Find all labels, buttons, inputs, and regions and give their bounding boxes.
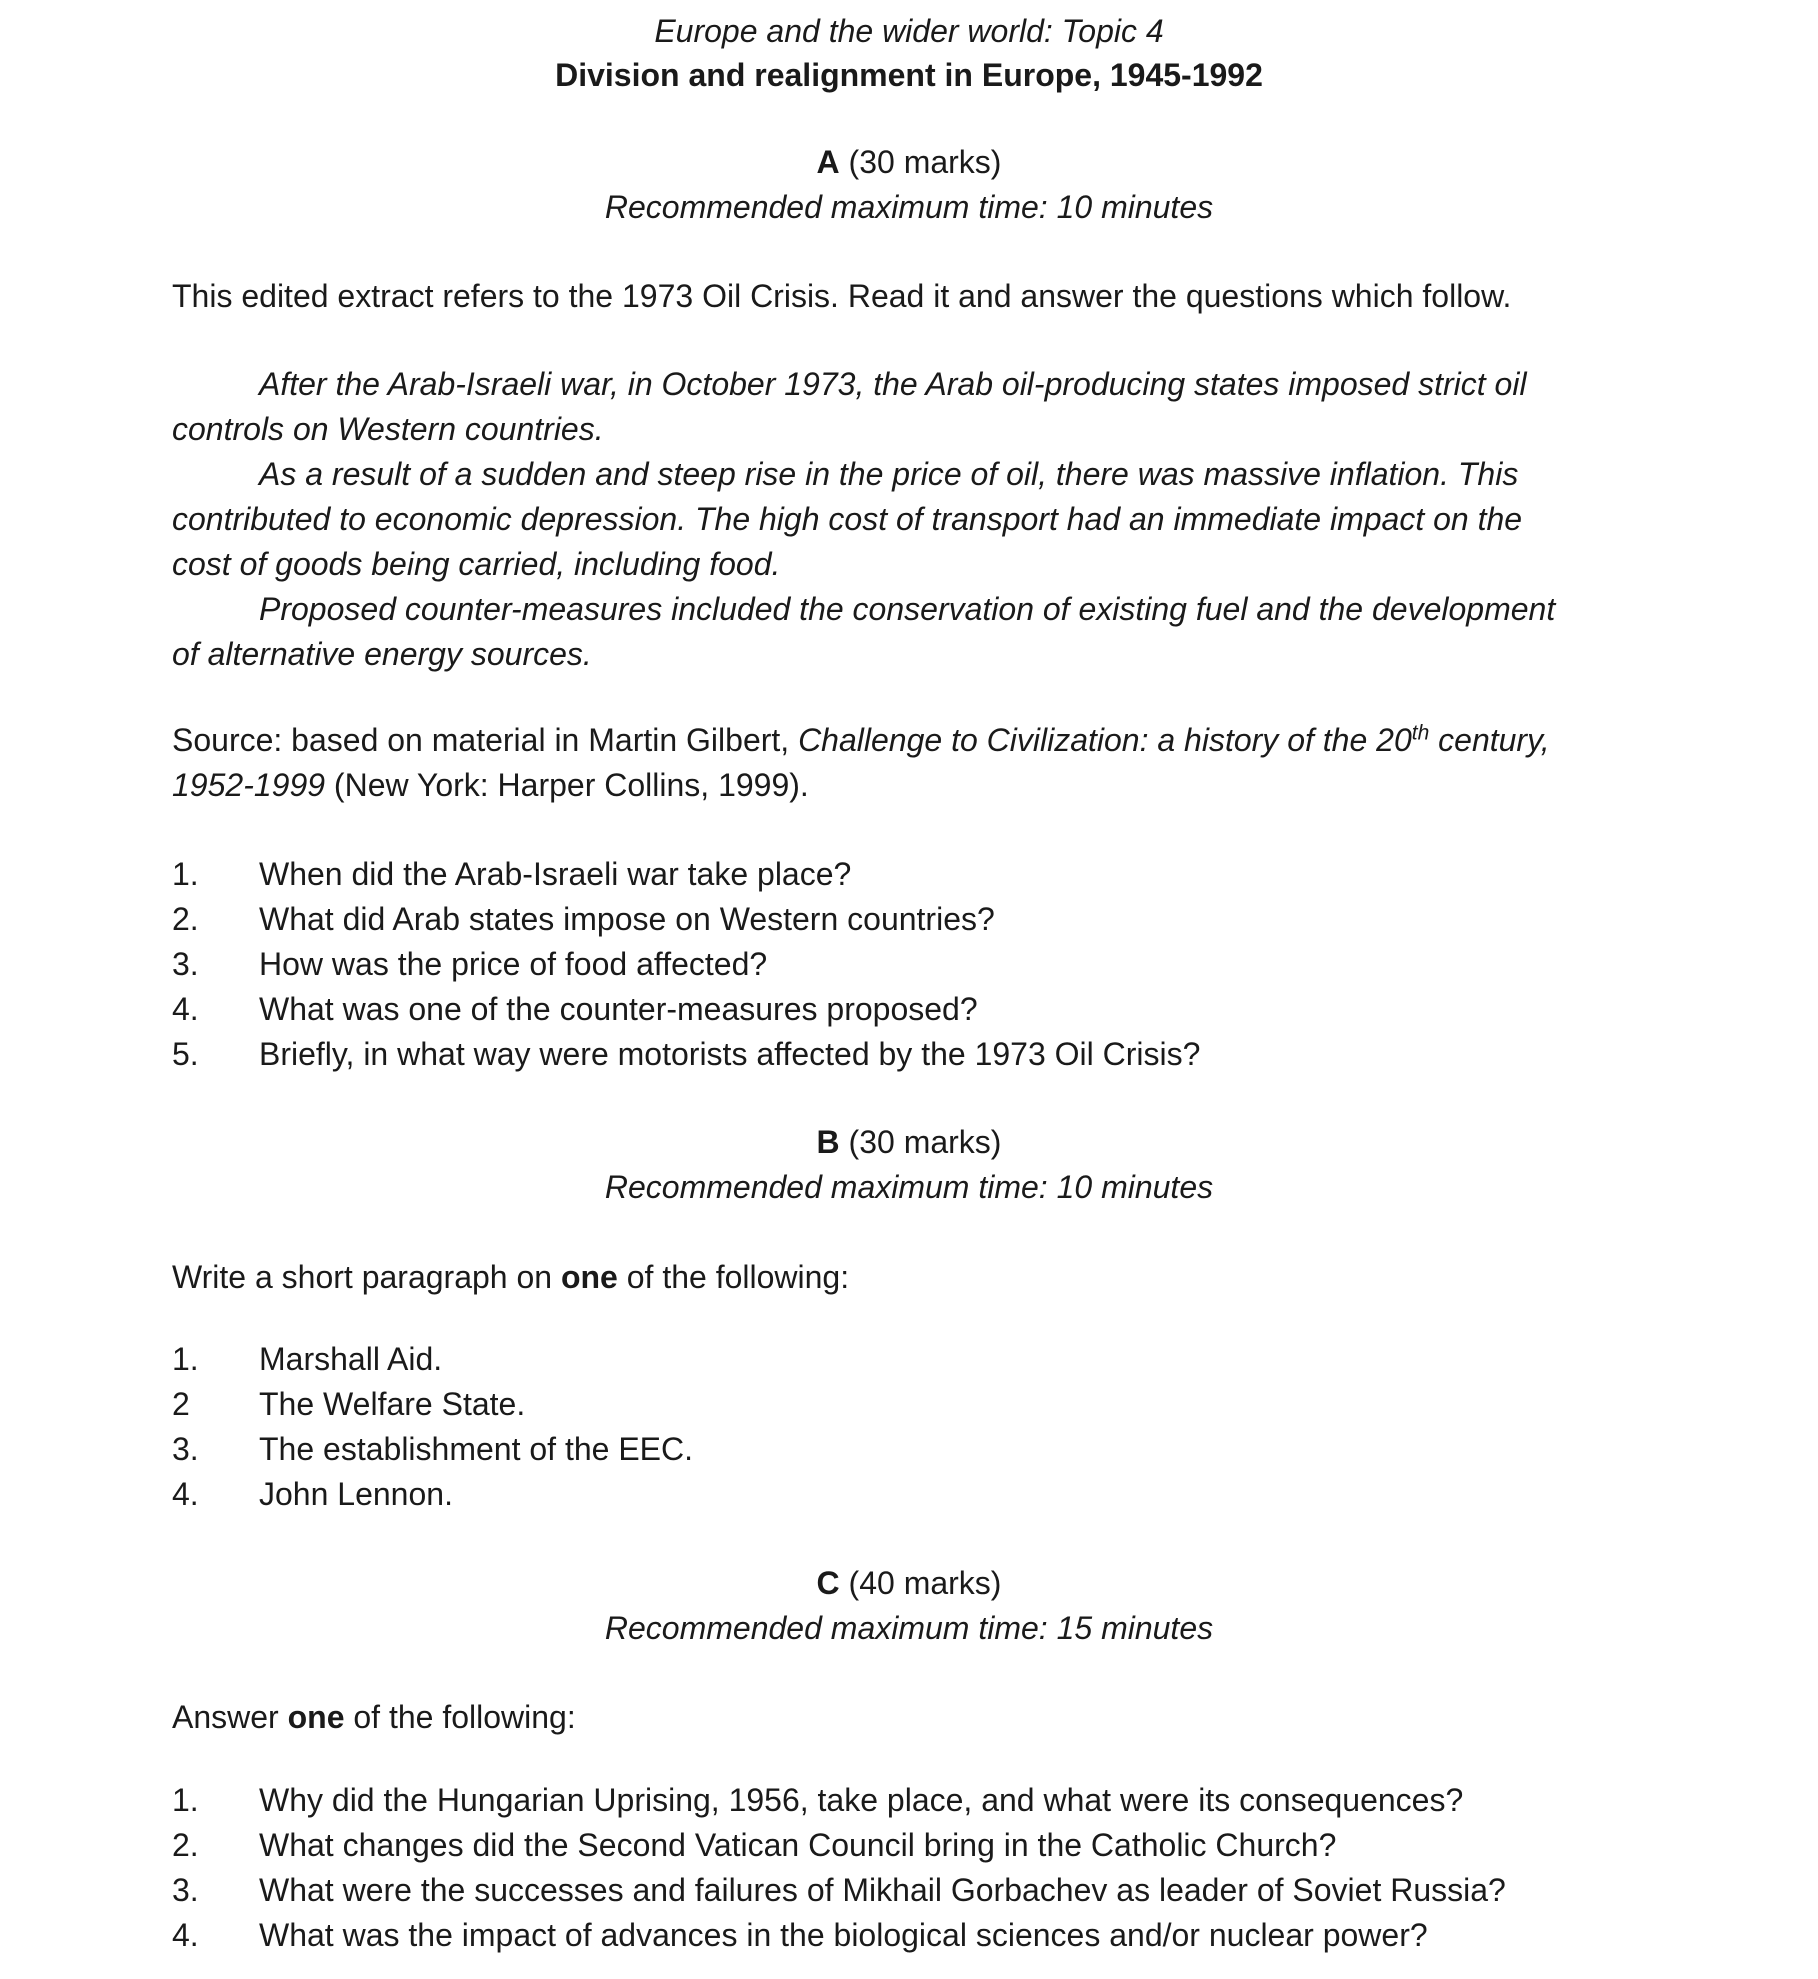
extract-line: As a result of a sudden and steep rise in the price of oil, there was massive inflation. This (259, 456, 1519, 492)
section-a-intro: This edited extract refers to the 1973 Oil Crisis. Read it and answer the questions which follow. (172, 278, 1512, 314)
source-citation (172, 718, 1672, 808)
list-item-number: 3. (172, 1431, 199, 1467)
section-b-intro: Write a short paragraph on one of the following: (172, 1259, 850, 1295)
extract-line: contributed to economic depression. The high cost of transport had an immediate impact on the (172, 501, 1523, 537)
list-item (172, 1778, 1732, 1823)
extract-line: cost of goods being carried, including food. (172, 546, 781, 582)
list-item-number: 2. (172, 901, 199, 937)
list-item-number: 4. (172, 991, 199, 1027)
section-b-heading (0, 1120, 1818, 1165)
source-publisher: (New York: Harper Collins, 1999). (325, 767, 809, 803)
list-item-text: How was the price of food affected? (259, 946, 768, 982)
list-item (172, 1427, 1732, 1472)
list-item (172, 897, 1732, 942)
extract-line: Proposed counter-measures included the conservation of existing fuel and the development (259, 591, 1556, 627)
emphasis-one: one (560, 1259, 618, 1295)
section-b-time: Recommended maximum time: 10 minutes (604, 1169, 1214, 1205)
source-book-title: Challenge to Civilization: a history of the 20 (798, 722, 1412, 758)
list-item (172, 1823, 1732, 1868)
section-c-marks: (40 marks) (848, 1565, 1002, 1601)
list-item-text: What was one of the counter-measures proposed? (259, 991, 978, 1027)
list-item-text: What changes did the Second Vatican Council bring in the Catholic Church? (259, 1827, 1337, 1863)
extract-line: of alternative energy sources. (172, 636, 592, 672)
source-book-title-end: century, (1429, 722, 1550, 758)
section-b-marks: (30 marks) (848, 1124, 1002, 1160)
list-item (172, 852, 1732, 897)
list-item-number: 3. (172, 1872, 199, 1908)
section-c-letter: C (816, 1565, 840, 1601)
list-item (172, 1868, 1732, 1913)
list-item-number: 1. (172, 1341, 199, 1377)
extract (172, 362, 1672, 677)
list-item-number: 1. (172, 1782, 199, 1818)
list-item (172, 1032, 1732, 1077)
list-item (172, 1913, 1732, 1958)
list-item (172, 1337, 1732, 1382)
list-item (172, 1382, 1732, 1427)
section-c-heading (0, 1561, 1818, 1606)
extract-line: controls on Western countries. (172, 411, 604, 447)
list-item (172, 1472, 1732, 1517)
list-item-number: 4. (172, 1476, 199, 1512)
section-a-heading (0, 140, 1818, 185)
section-a-letter: A (816, 144, 840, 180)
section-c-intro: Answer one of the following: (172, 1699, 576, 1735)
source-prefix: Source: based on material in Martin Gilbert, (172, 722, 799, 758)
extract-line: After the Arab-Israeli war, in October 1973, the Arab oil-producing states imposed strict oil (259, 366, 1527, 402)
section-b-letter: B (816, 1124, 840, 1160)
topic-line: Europe and the wider world: Topic 4 (654, 13, 1164, 49)
list-item-number: 2. (172, 1827, 199, 1863)
list-item (172, 987, 1732, 1032)
list-item-text: John Lennon. (259, 1476, 453, 1512)
list-item-text: Why did the Hungarian Uprising, 1956, take place, and what were its consequences? (259, 1782, 1464, 1818)
list-item (172, 942, 1732, 987)
list-item-text: When did the Arab-Israeli war take place? (259, 856, 852, 892)
list-item-number: 2 (172, 1386, 190, 1422)
list-item-text: The Welfare State. (259, 1386, 526, 1422)
list-item-number: 4. (172, 1917, 199, 1953)
list-item-text: The establishment of the EEC. (259, 1431, 693, 1467)
list-item-number: 3. (172, 946, 199, 982)
list-item-number: 1. (172, 856, 199, 892)
list-item-text: What were the successes and failures of Mikhail Gorbachev as leader of Soviet Russia? (259, 1872, 1506, 1908)
page-title: Division and realignment in Europe, 1945-1992 (555, 57, 1263, 93)
list-item-text: What did Arab states impose on Western countries? (259, 901, 995, 937)
section-a-marks: (30 marks) (848, 144, 1002, 180)
list-item-text: Briefly, in what way were motorists affected by the 1973 Oil Crisis? (259, 1036, 1201, 1072)
section-a-time: Recommended maximum time: 10 minutes (604, 189, 1214, 225)
source-superscript: th (1411, 721, 1430, 745)
list-item-text: Marshall Aid. (259, 1341, 443, 1377)
source-book-years: 1952-1999 (172, 767, 326, 803)
section-c-time: Recommended maximum time: 15 minutes (604, 1610, 1214, 1646)
emphasis-one: one (287, 1699, 345, 1735)
list-item-number: 5. (172, 1036, 199, 1072)
list-item-text: What was the impact of advances in the biological sciences and/or nuclear power? (259, 1917, 1428, 1953)
